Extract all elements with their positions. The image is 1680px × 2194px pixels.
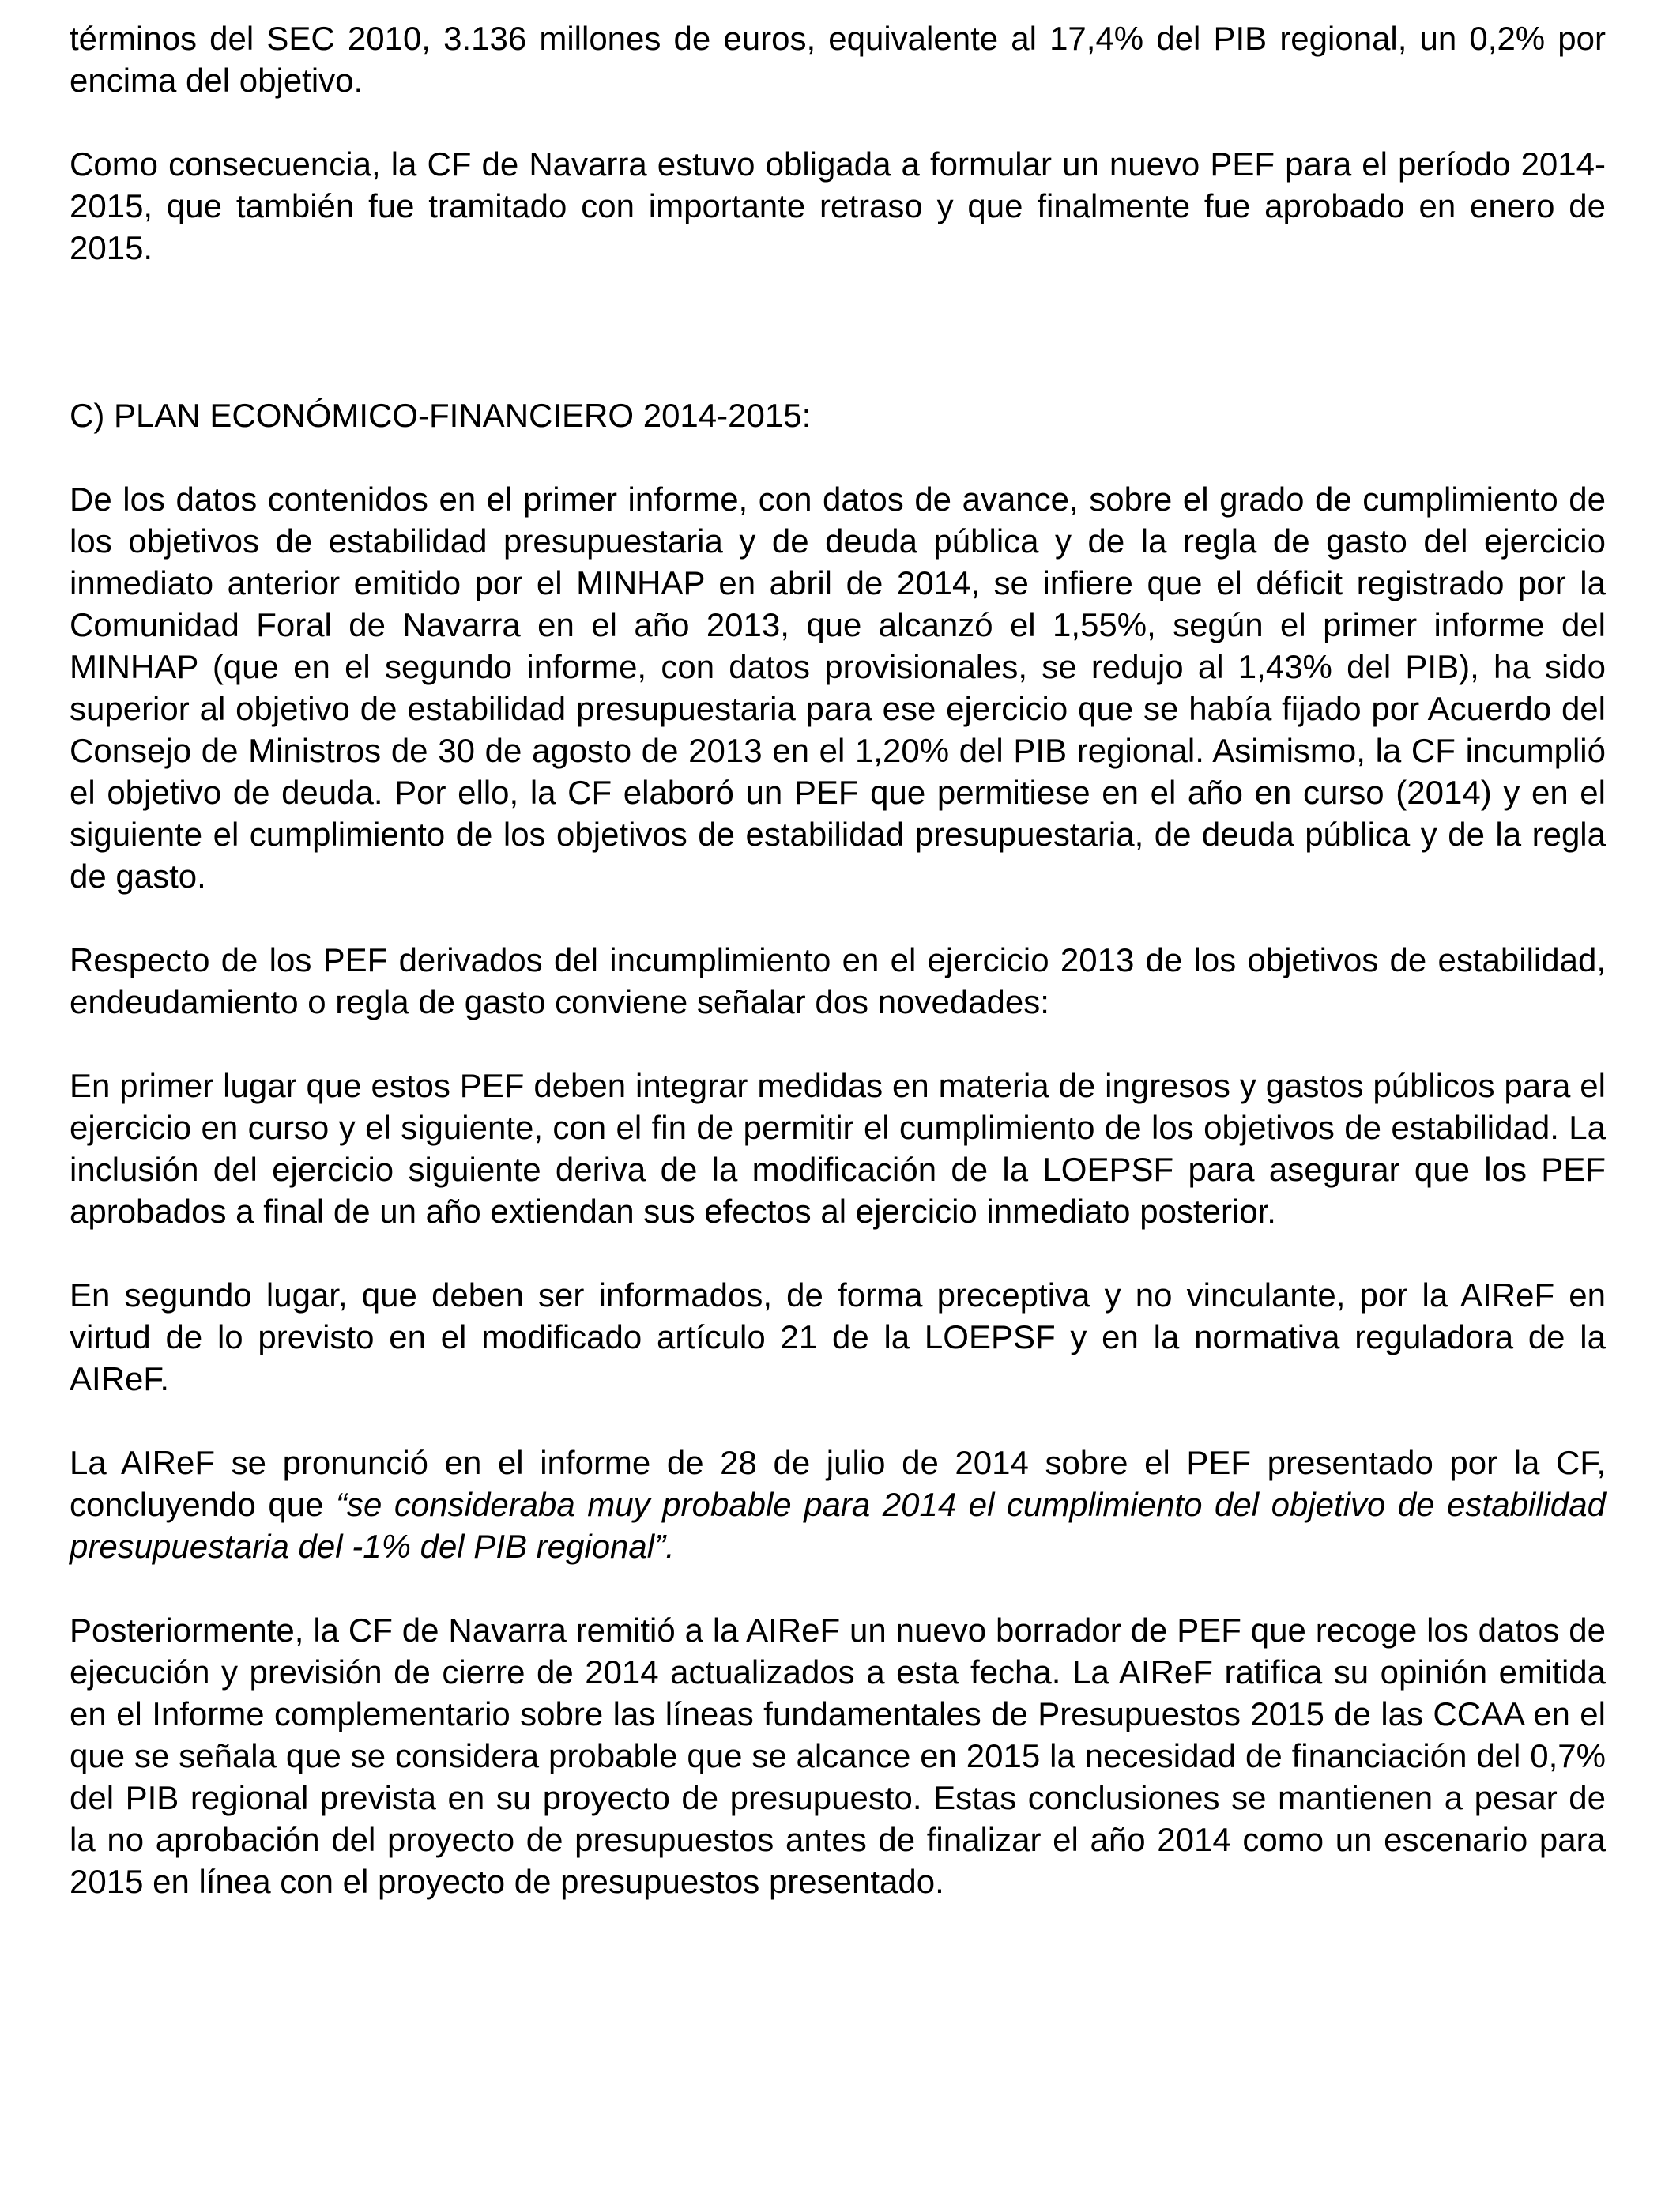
paragraph-novelties: Respecto de los PEF derivados del incumplimiento en el ejercicio 2013 de los objetivos de estabilidad, endeudamiento o regla de gasto conviene señalar dos novedades:: [70, 941, 1606, 1020]
airef-report-quote: “se consideraba muy probable para 2014 el cumplimiento del objetivo de estabilidad presupuestaria del -1% del PIB regional”.: [70, 1486, 1606, 1565]
section-spacer: [70, 311, 1606, 394]
paragraph-first-place: En primer lugar que estos PEF deben integrar medidas en materia de ingresos y gastos públicos para el ejercicio en curso y el siguiente, con el fin de permitir el cumplimiento de los objetivos de estabilidad. La inclusión del ejercicio siguiente deriva de la modificación de la LOEPSF para asegurar que los PEF aprobados a final de un año extiendan sus efectos al ejercicio inmediato posterior.: [70, 1067, 1606, 1230]
paragraph-airef-report: [70, 1442, 1606, 1567]
paragraph-first-report: De los datos contenidos en el primer informe, con datos de avance, sobre el grado de cumplimiento de los objetivos de estabilidad presupuestaria y de deuda pública y de la regla de gasto del ejercicio inmediato anterior emitido por el MINHAP en abril de 2014, se infiere que el déficit registrado por la Comunidad Foral de Navarra en el año 2013, que alcanzó el 1,55%, según el primer informe del MINHAP (que en el segundo informe, con datos provisionales, se redujo al 1,43% del PIB), ha sido superior al objetivo de estabilidad presupuestaria para ese ejercicio que se había fijado por Acuerdo del Consejo de Ministros de 30 de agosto de 2013 en el 1,20% del PIB regional. Asimismo, la CF incumplió el objetivo de deuda. Por ello, la CF elaboró un PEF que permitiese en el año en curso (2014) y en el siguiente el cumplimiento de los objetivos de estabilidad presupuestaria, de deuda pública y de la regla de gasto.: [70, 481, 1606, 895]
paragraph-second-place: En segundo lugar, que deben ser informados, de forma preceptiva y no vinculante, por la AIReF en virtud de lo previsto en el modificado artículo 21 de la LOEPSF y en la normativa reguladora de la AIReF.: [70, 1276, 1606, 1397]
section-heading: C) PLAN ECONÓMICO-FINANCIERO 2014-2015:: [70, 397, 812, 434]
paragraph-consequence: Como consecuencia, la CF de Navarra estuvo obligada a formular un nuevo PEF para el período 2014-2015, que también fue tramitado con importante retraso y que finalmente fue aprobado en enero de 2015.: [70, 145, 1606, 266]
paragraph-sec-2010: términos del SEC 2010, 3.136 millones de euros, equivalente al 17,4% del PIB regional, un 0,2% por encima del objetivo.: [70, 20, 1606, 99]
paragraph-subsequently: Posteriormente, la CF de Navarra remitió a la AIReF un nuevo borrador de PEF que recoge los datos de ejecución y previsión de cierre de 2014 actualizados a esta fecha. La AIReF ratifica su opinión emitida en el Informe complementario sobre las líneas fundamentales de Presupuestos 2015 de las CCAA en el que se señala que se considera probable que se alcance en 2015 la necesidad de financiación del 0,7% del PIB regional prevista en su proyecto de presupuesto. Estas conclusiones se mantienen a pesar de la no aprobación del proyecto de presupuestos antes de finalizar el año 2014 como un escenario para 2015 en línea con el proyecto de presupuestos presentado.: [70, 1612, 1606, 1900]
document-page: [70, 17, 1606, 1944]
airef-report-intro: La AIReF se pronunció en el informe de 28 de julio de 2014 sobre el PEF presentado por la CF, concluyendo que: [70, 1444, 1606, 1523]
